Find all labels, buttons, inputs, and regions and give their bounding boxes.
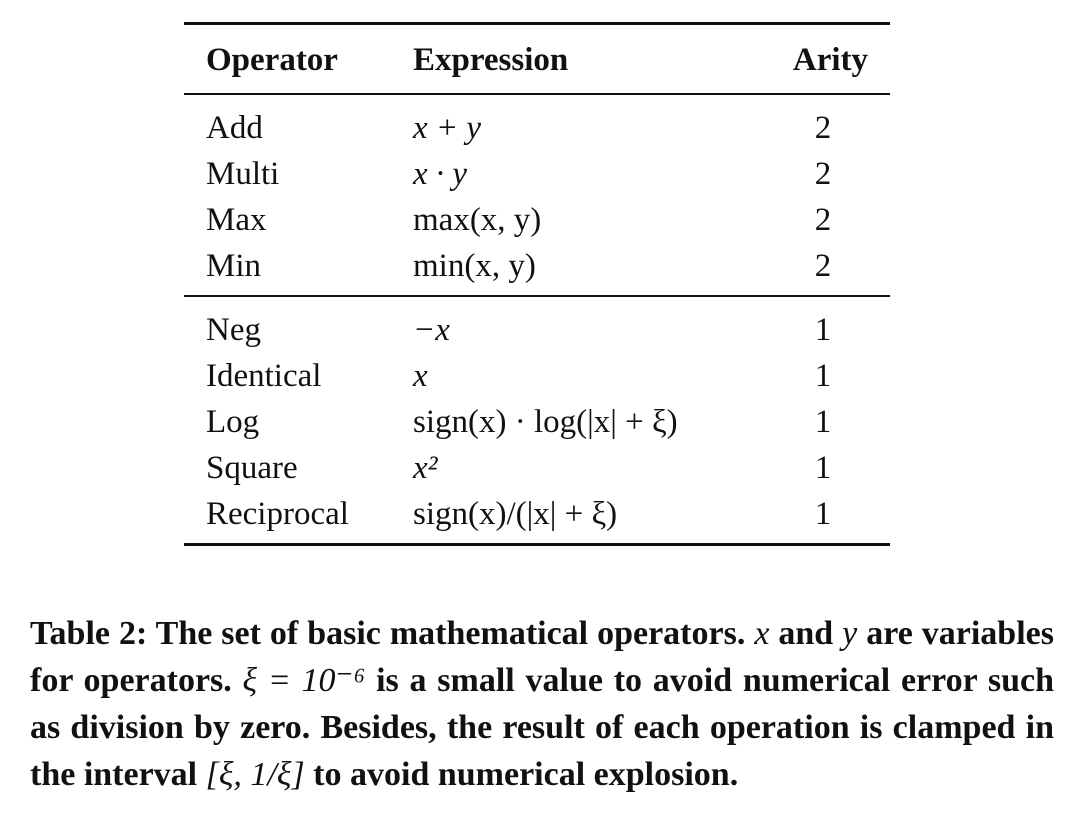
caption-text: Table 2: The set of basic mathematical operators. (30, 615, 755, 652)
table-row (184, 491, 890, 545)
arity-cell: 1 (814, 312, 832, 348)
header-arity: Arity (755, 24, 890, 95)
expression-cell: −x (413, 312, 450, 348)
arity-cell: 2 (755, 243, 890, 296)
header-row (184, 24, 890, 95)
expression-cell: x² (413, 450, 438, 486)
expression-cell: max(x, y) (413, 202, 542, 238)
expression-cell: sign(x)/(|x| + ξ) (389, 491, 755, 545)
expression-cell: min(x, y) (389, 243, 755, 296)
operator-cell: Log (206, 404, 260, 440)
caption-text: and (769, 615, 843, 652)
operators-table (184, 22, 890, 546)
expression-cell: x + y (413, 110, 482, 146)
expression-cell: sign(x) · log(|x| + ξ) (413, 404, 678, 440)
operator-cell: Multi (206, 156, 280, 192)
arity-cell: 1 (814, 404, 832, 440)
operator-cell: Add (206, 110, 263, 146)
operator-cell: Reciprocal (184, 491, 389, 545)
table-row (184, 353, 890, 399)
binary-operators-group (184, 94, 890, 296)
arity-cell: 1 (755, 491, 890, 545)
expression-cell: x · y (413, 156, 468, 192)
operators-table-container (184, 22, 890, 546)
operator-cell: Max (206, 202, 267, 238)
arity-cell: 1 (814, 450, 832, 486)
arity-cell: 2 (814, 110, 832, 146)
table-row (184, 197, 890, 243)
caption-math-x: x (754, 615, 770, 652)
caption-math-xi-definition: ξ = 10⁻⁶ (242, 662, 366, 699)
caption-text: to avoid numerical explosion. (304, 756, 739, 793)
header-expression: Expression (389, 24, 755, 95)
operator-cell: Square (206, 450, 298, 486)
operator-cell: Min (184, 243, 389, 296)
unary-operators-group (184, 296, 890, 545)
table-row (184, 445, 890, 491)
table-row (184, 94, 890, 151)
arity-cell: 2 (814, 202, 832, 238)
caption-math-interval: [ξ, 1/ξ] (205, 756, 305, 793)
table-caption (30, 610, 1054, 798)
table-row (184, 296, 890, 353)
caption-text: is a small value to avoid numerical error such as division by zero. Besides, the result of each operation is clamped in the interval (30, 662, 1054, 793)
table-row (184, 243, 890, 296)
table-row (184, 399, 890, 445)
table-header (184, 24, 890, 95)
operator-cell: Neg (206, 312, 261, 348)
operator-cell: Identical (206, 358, 322, 394)
caption-text: are variables for operators. (30, 615, 1054, 699)
table-row (184, 151, 890, 197)
arity-cell: 1 (814, 358, 832, 394)
caption-math-y: y (842, 615, 858, 652)
expression-cell: x (413, 358, 428, 394)
arity-cell: 2 (814, 156, 832, 192)
header-operator: Operator (184, 24, 389, 95)
